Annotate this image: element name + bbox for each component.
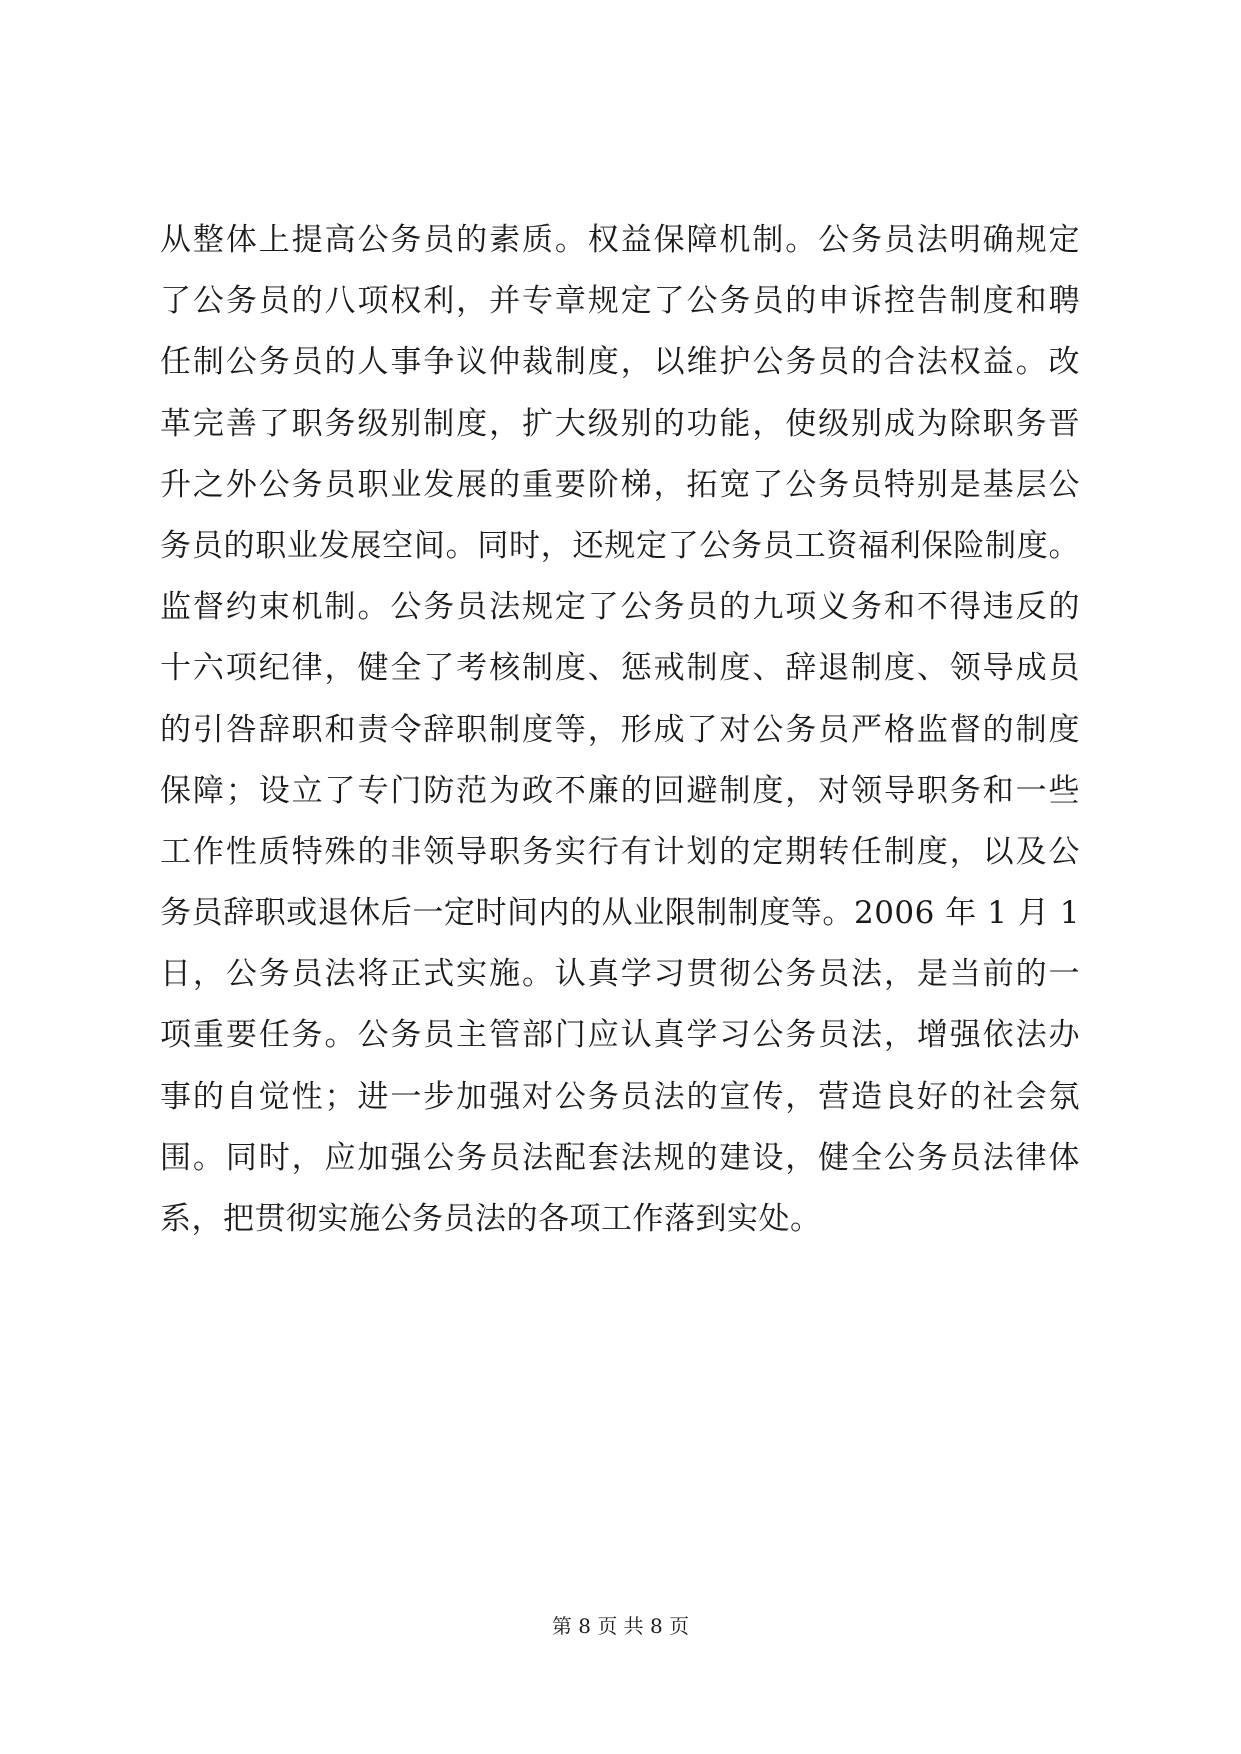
text-line: 任制公务员的人事争议仲裁制度，以维护公务员的合法权益。改 bbox=[160, 344, 1080, 381]
text-line: 的引咎辞职和责令辞职制度等，形成了对公务员严格监督的制度 bbox=[160, 711, 1080, 748]
text-line: 从整体上提高公务员的素质。权益保障机制。公务员法明确规定 bbox=[160, 222, 1080, 258]
text-line: 事的自觉性；进一步加强对公务员法的宣传，营造良好的社会氛 bbox=[160, 1078, 1080, 1115]
text-line: 革完善了职务级别制度，扩大级别的功能，使级别成为除职务晋 bbox=[160, 405, 1080, 442]
text-line: 了公务员的八项权利，并专章规定了公务员的申诉控告制度和聘 bbox=[160, 283, 1080, 320]
page-number-footer: 第 8 页 共 8 页 bbox=[551, 1614, 690, 1638]
text-line: 保障；设立了专门防范为政不廉的回避制度，对领导职务和一些 bbox=[160, 772, 1080, 809]
text-line: 围。同时，应加强公务员法配套法规的建设，健全公务员法律体 bbox=[160, 1139, 1080, 1176]
text-line: 系，把贯彻实施公务员法的各项工作落到实处。 bbox=[160, 1201, 822, 1237]
text-line: 工作性质特殊的非领导职务实行有计划的定期转任制度，以及公 bbox=[160, 833, 1080, 870]
text-line: 务员辞职或退休后一定时间内的从业限制制度等。2006 年 1 月 1 bbox=[160, 895, 1080, 932]
text-line: 项重要任务。公务员主管部门应认真学习公务员法，增强依法办 bbox=[160, 1017, 1080, 1054]
text-line: 务员的职业发展空间。同时，还规定了公务员工资福利保险制度。 bbox=[160, 527, 1080, 564]
text-line: 日，公务员法将正式实施。认真学习贯彻公务员法，是当前的一 bbox=[160, 956, 1080, 993]
body-paragraph bbox=[160, 210, 1080, 1250]
text-line: 监督约束机制。公务员法规定了公务员的九项义务和不得违反的 bbox=[160, 589, 1080, 626]
text-line: 十六项纪律，健全了考核制度、惩戒制度、辞退制度、领导成员 bbox=[160, 650, 1080, 687]
text-line: 升之外公务员职业发展的重要阶梯，拓宽了公务员特别是基层公 bbox=[160, 466, 1080, 503]
